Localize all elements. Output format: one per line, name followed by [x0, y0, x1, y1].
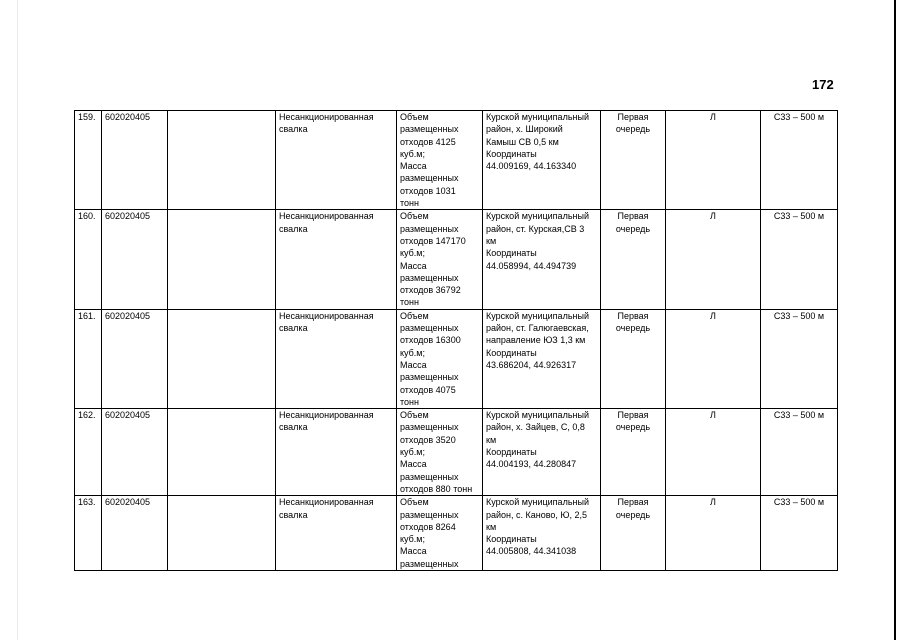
waste-volume-cell-line: отходов 8264 — [400, 521, 456, 532]
waste-volume-cell-line: отходов 4125 — [400, 136, 456, 147]
location-cell-line: Курской муниципальный — [486, 497, 589, 508]
waste-volume-cell-line: размещенных — [400, 272, 459, 283]
waste-volume-cell-line: тонн — [400, 396, 419, 407]
object-name-cell — [168, 111, 276, 210]
location-cell-line: Курской муниципальный — [486, 112, 589, 122]
location-cell-line: район, х. Зайцев, С, 0,8 — [486, 422, 585, 433]
priority-cell — [601, 496, 666, 571]
priority-cell — [601, 409, 666, 496]
table-body — [75, 111, 838, 571]
object-name-cell — [168, 210, 276, 309]
row-index-cell: 163. — [75, 496, 102, 571]
waste-volume-cell-line: отходов 3520 — [400, 434, 456, 445]
priority-cell-line: очередь — [615, 223, 651, 234]
table-row — [75, 496, 838, 571]
hazard-class-cell: Л — [666, 210, 761, 309]
hazard-class-cell: Л — [666, 496, 761, 571]
location-cell-line: 44.005808, 44.341038 — [486, 546, 577, 557]
table-row — [75, 210, 838, 309]
location-cell-line: Координаты — [486, 447, 537, 458]
waste-volume-cell-line: размещенных — [400, 124, 459, 135]
page-border-line — [894, 0, 896, 640]
location-cell-line: 44.009169, 44.163340 — [486, 161, 577, 172]
location-cell-line: км — [486, 235, 497, 246]
waste-volume-cell-line: тонн — [400, 297, 419, 308]
location-cell — [483, 409, 601, 496]
waste-volume-cell-line: размещенных — [400, 323, 459, 334]
waste-volume-cell-line: отходов 147170 — [400, 235, 466, 246]
location-cell-line: Курской муниципальный — [486, 211, 589, 222]
location-cell — [483, 309, 601, 408]
priority-cell-line: очередь — [615, 124, 651, 135]
location-cell-line: км — [486, 434, 497, 445]
priority-cell-line: Первая — [617, 112, 649, 122]
waste-volume-cell-line: размещенных — [400, 173, 459, 184]
sanitary-zone-cell: С33 – 500 м — [761, 111, 838, 210]
location-cell-line: район, ст. Галюгаевская, — [486, 323, 589, 334]
waste-volume-cell-line: Объем — [400, 410, 429, 421]
hazard-class-cell: Л — [666, 309, 761, 408]
waste-volume-cell-line: куб.м; — [400, 534, 425, 545]
location-cell-line: Координаты — [486, 534, 537, 545]
location-cell-line: Координаты — [486, 248, 537, 259]
waste-sites-table — [74, 110, 838, 571]
hazard-class-cell: Л — [666, 111, 761, 210]
waste-volume-cell-line: отходов 1031 — [400, 185, 456, 196]
priority-cell-line: Первая — [617, 410, 649, 421]
sanitary-zone-cell: С33 – 500 м — [761, 210, 838, 309]
cadastral-code-cell: 602020405 — [102, 111, 168, 210]
priority-cell-line: очередь — [615, 323, 651, 334]
object-name-cell — [168, 409, 276, 496]
waste-volume-cell-line: размещенных — [400, 223, 459, 234]
cadastral-code-cell: 602020405 — [102, 309, 168, 408]
waste-volume-cell-line: отходов 36792 — [400, 285, 461, 296]
scan-edge-shadow — [17, 0, 18, 640]
table-row — [75, 111, 838, 210]
waste-volume-cell — [397, 496, 483, 571]
object-name-cell — [168, 309, 276, 408]
location-cell-line: Камыш СВ 0,5 км — [486, 136, 559, 147]
cadastral-code-cell: 602020405 — [102, 409, 168, 496]
priority-cell-line: очередь — [615, 422, 651, 433]
row-index-cell: 160. — [75, 210, 102, 309]
waste-volume-cell-line: отходов 4075 — [400, 384, 456, 395]
waste-volume-cell — [397, 309, 483, 408]
location-cell-line: Курской муниципальный — [486, 310, 589, 321]
hazard-class-cell: Л — [666, 409, 761, 496]
waste-volume-cell-line: куб.м; — [400, 447, 425, 458]
priority-cell — [601, 309, 666, 408]
location-cell-line: Курской муниципальный — [486, 410, 589, 421]
waste-volume-cell-line: Объем — [400, 497, 429, 508]
waste-volume-cell-line: куб.м; — [400, 148, 425, 159]
waste-volume-cell-line: куб.м; — [400, 248, 425, 259]
waste-volume-cell-line: отходов 880 тонн — [400, 483, 473, 494]
object-type-cell: Несанкционированная свалка — [276, 496, 397, 571]
priority-cell-line: очередь — [615, 509, 651, 520]
object-type-cell: Несанкционированная свалка — [276, 210, 397, 309]
sanitary-zone-cell: С33 – 500 м — [761, 496, 838, 571]
waste-volume-cell-line: размещенных — [400, 558, 459, 569]
waste-volume-cell-line: Объем — [400, 112, 429, 122]
waste-volume-cell-line: Объем — [400, 211, 429, 222]
waste-volume-cell-line: Масса — [400, 359, 427, 370]
waste-volume-cell — [397, 111, 483, 210]
sanitary-zone-cell: С33 – 500 м — [761, 409, 838, 496]
cadastral-code-cell: 602020405 — [102, 496, 168, 571]
waste-volume-cell-line: Масса — [400, 459, 427, 470]
waste-volume-cell-line: Масса — [400, 260, 427, 271]
sanitary-zone-cell: С33 – 500 м — [761, 309, 838, 408]
location-cell-line: Координаты — [486, 148, 537, 159]
priority-cell-line: Первая — [617, 211, 649, 222]
waste-volume-cell-line: размещенных — [400, 509, 459, 520]
priority-cell-line: Первая — [617, 310, 649, 321]
row-index-cell: 161. — [75, 309, 102, 408]
object-type-cell: Несанкционированная свалка — [276, 111, 397, 210]
page-number: 172 — [812, 77, 834, 92]
priority-cell — [601, 111, 666, 210]
location-cell-line: 43.686204, 44.926317 — [486, 359, 577, 370]
waste-volume-cell-line: Масса — [400, 546, 427, 557]
location-cell-line: Координаты — [486, 347, 537, 358]
waste-volume-cell-line: тонн — [400, 198, 419, 209]
location-cell — [483, 496, 601, 571]
table-row — [75, 309, 838, 408]
location-cell-line: км — [486, 521, 497, 532]
row-index-cell: 159. — [75, 111, 102, 210]
location-cell-line: район, ст. Курская,СВ 3 — [486, 223, 585, 234]
location-cell-line: район, х. Широкий — [486, 124, 563, 135]
row-index-cell: 162. — [75, 409, 102, 496]
location-cell-line: район, с. Каново, Ю, 2,5 — [486, 509, 588, 520]
cadastral-code-cell: 602020405 — [102, 210, 168, 309]
waste-volume-cell-line: размещенных — [400, 471, 459, 482]
waste-volume-cell-line: Объем — [400, 310, 429, 321]
waste-volume-cell-line: Масса — [400, 161, 427, 172]
object-name-cell — [168, 496, 276, 571]
waste-volume-cell-line: размещенных — [400, 422, 459, 433]
waste-volume-cell-line: куб.м; — [400, 347, 425, 358]
waste-volume-cell — [397, 409, 483, 496]
location-cell — [483, 210, 601, 309]
location-cell-line: 44.058994, 44.494739 — [486, 260, 577, 271]
waste-volume-cell — [397, 210, 483, 309]
location-cell-line: 44.004193, 44.280847 — [486, 459, 577, 470]
location-cell-line: направление ЮЗ 1,3 км — [486, 335, 586, 346]
priority-cell-line: Первая — [617, 497, 649, 508]
table-row — [75, 409, 838, 496]
object-type-cell: Несанкционированная свалка — [276, 309, 397, 408]
priority-cell — [601, 210, 666, 309]
waste-volume-cell-line: размещенных — [400, 372, 459, 383]
object-type-cell: Несанкционированная свалка — [276, 409, 397, 496]
location-cell — [483, 111, 601, 210]
waste-volume-cell-line: отходов 16300 — [400, 335, 461, 346]
